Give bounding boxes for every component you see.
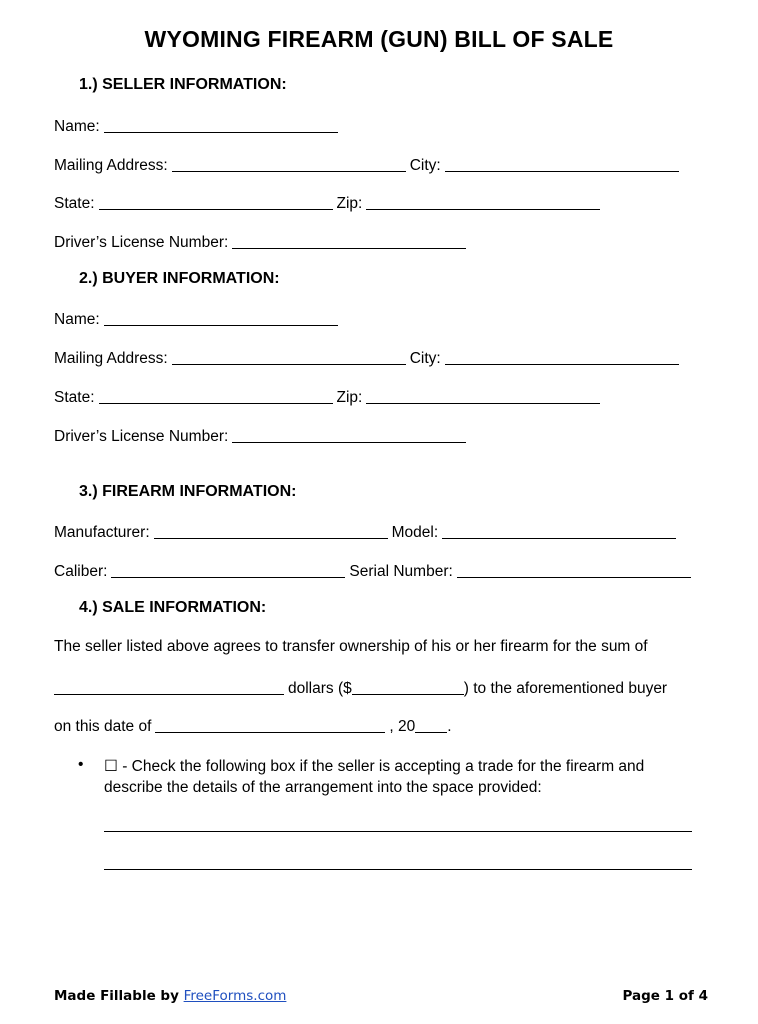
sale-date-row	[54, 716, 452, 736]
page-number: Page 1 of 4	[622, 988, 708, 1004]
trade-details-line-1[interactable]	[104, 831, 692, 832]
buyer-state-row	[54, 387, 604, 407]
freeforms-link[interactable]: FreeForms.com	[183, 988, 287, 1004]
firearm-caliber-row	[54, 561, 695, 581]
buyer-heading: 2.) BUYER INFORMATION:	[79, 270, 280, 287]
buyer-address-field[interactable]	[172, 350, 406, 365]
buyer-name-field[interactable]	[104, 311, 338, 326]
buyer-license-field[interactable]	[232, 428, 466, 443]
footer-credit	[54, 988, 286, 1004]
buyer-zip-label: Zip:	[336, 389, 363, 406]
caliber-label: Caliber:	[54, 563, 108, 580]
document-title: WYOMING FIREARM (GUN) BILL OF SALE	[144, 26, 614, 52]
seller-address-row	[54, 155, 683, 175]
model-label: Model:	[391, 524, 439, 541]
seller-state-field[interactable]	[99, 195, 333, 210]
seller-city-label: City:	[409, 157, 441, 174]
sale-line-1: The seller listed above agrees to transfer ownership of his or her firearm for the sum of	[54, 638, 648, 655]
serial-number-label: Serial Number:	[349, 563, 453, 580]
caliber-field[interactable]	[111, 563, 345, 578]
seller-zip-label: Zip:	[336, 195, 363, 212]
seller-license-field[interactable]	[232, 234, 466, 249]
trade-details-line-2[interactable]	[104, 869, 692, 870]
seller-license-label: Driver’s License Number:	[54, 234, 229, 251]
amount-number-field[interactable]	[352, 680, 464, 695]
bullet-dot: •	[78, 756, 84, 773]
manufacturer-label: Manufacturer:	[54, 524, 150, 541]
buyer-name-label: Name:	[54, 311, 100, 328]
buyer-suffix-text: ) to the aforementioned buyer	[463, 680, 668, 697]
seller-address-field[interactable]	[172, 157, 406, 172]
buyer-address-label: Mailing Address:	[54, 350, 168, 367]
seller-name-field[interactable]	[104, 118, 338, 133]
made-fillable-text: Made Fillable by	[54, 988, 179, 1004]
model-field[interactable]	[442, 524, 676, 539]
seller-city-field[interactable]	[445, 157, 679, 172]
sale-amount-row	[54, 678, 667, 698]
firearm-manufacturer-row	[54, 522, 680, 542]
seller-name-label: Name:	[54, 118, 100, 135]
seller-address-label: Mailing Address:	[54, 157, 168, 174]
year-field[interactable]	[415, 718, 447, 733]
seller-state-label: State:	[54, 195, 95, 212]
year-prefix-label: , 20	[389, 718, 416, 735]
buyer-license-row	[54, 426, 470, 446]
seller-heading: 1.) SELLER INFORMATION:	[79, 76, 287, 93]
seller-name-row	[54, 116, 342, 136]
buyer-name-row	[54, 309, 342, 329]
date-prefix-label: on this date of	[54, 718, 152, 735]
sale-heading: 4.) SALE INFORMATION:	[79, 599, 267, 616]
buyer-city-label: City:	[409, 350, 441, 367]
sale-sum-text	[54, 638, 648, 656]
date-field[interactable]	[155, 718, 385, 733]
seller-license-row	[54, 232, 470, 252]
seller-zip-field[interactable]	[366, 195, 600, 210]
buyer-address-row	[54, 348, 683, 368]
year-suffix-label: .	[447, 718, 452, 735]
manufacturer-field[interactable]	[154, 524, 388, 539]
buyer-zip-field[interactable]	[366, 389, 600, 404]
firearm-heading: 3.) FIREARM INFORMATION:	[79, 483, 297, 500]
buyer-state-label: State:	[54, 389, 95, 406]
serial-number-field[interactable]	[457, 563, 691, 578]
buyer-license-label: Driver’s License Number:	[54, 428, 229, 445]
buyer-city-field[interactable]	[445, 350, 679, 365]
amount-words-field[interactable]	[54, 680, 284, 695]
trade-checkbox-text[interactable]: ☐ - Check the following box if the seller is accepting a trade for the firearm and describe the details of the arrangement into the space provided:	[104, 758, 645, 796]
seller-state-row	[54, 193, 604, 213]
dollars-label: dollars ($	[288, 680, 352, 697]
buyer-state-field[interactable]	[99, 389, 333, 404]
